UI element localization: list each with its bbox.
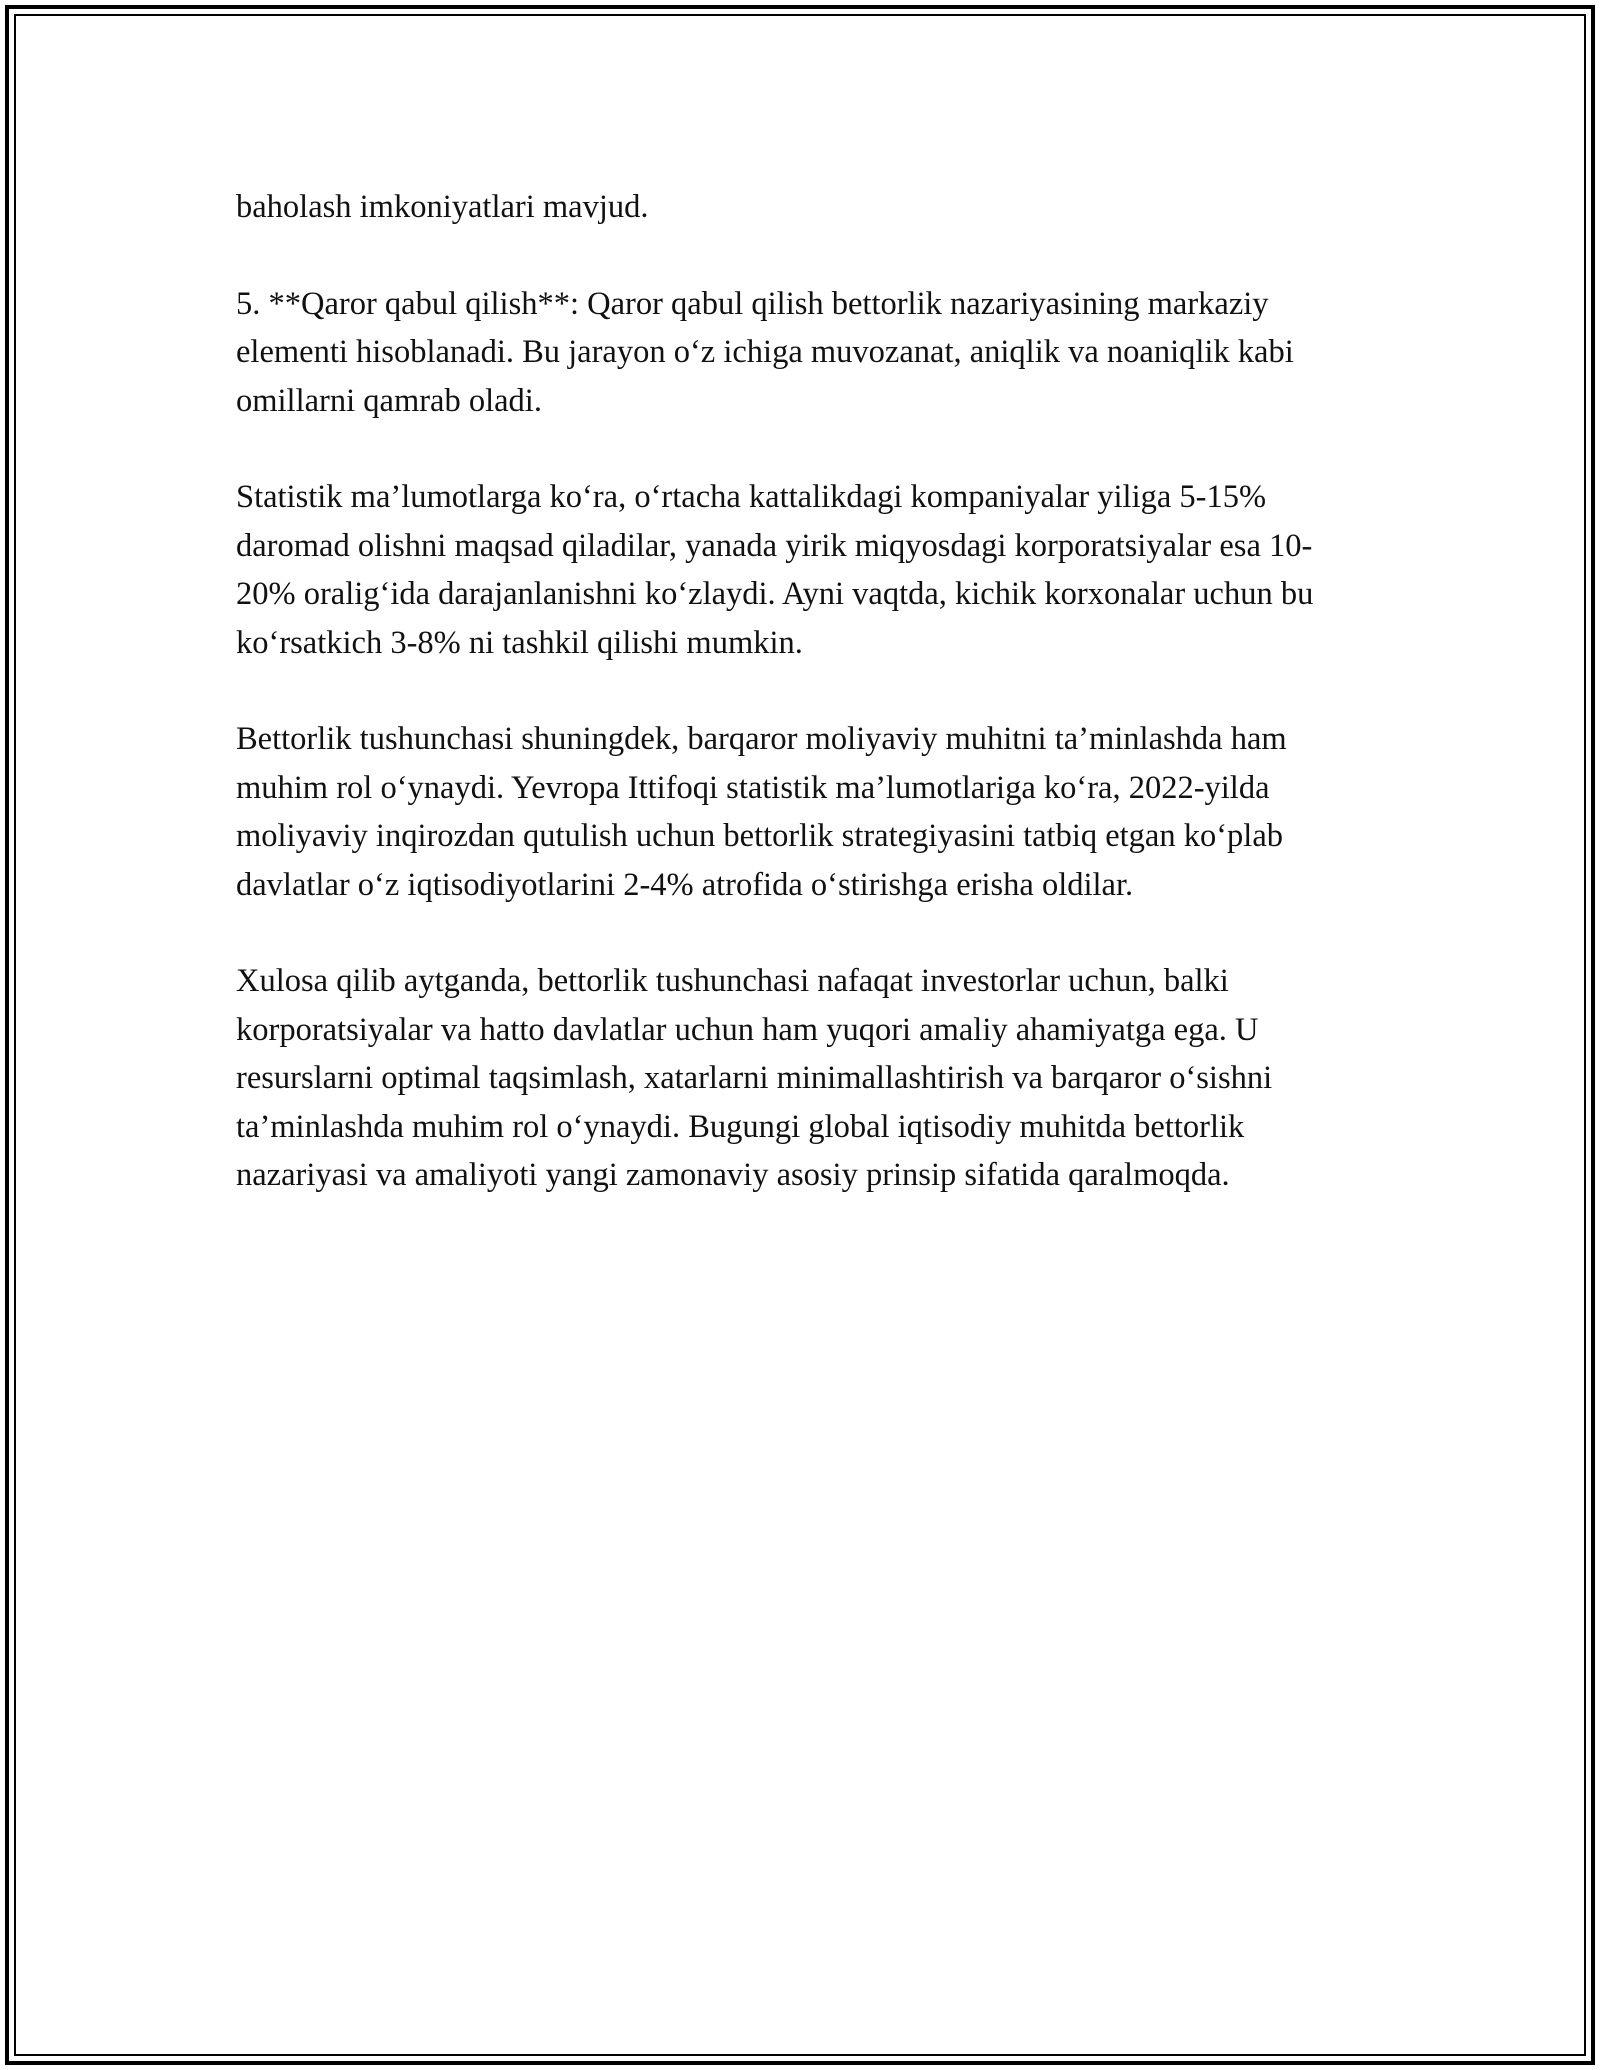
document-body: [236, 183, 1366, 1248]
paragraph-3: Statistik ma’lumotlarga ko‘ra, o‘rtacha kattalikdagi kompaniyalar yiliga 5-15% daromad olishni maqsad qiladilar, yanada yirik miqyosdagi korporatsiyalar esa 10-20% oralig‘ida darajanlanishni ko‘zlaydi. Ayni vaqtda, kichik korxonalar uchun bu ko‘rsatkich 3-8% ni tashkil qilishi mumkin.: [236, 479, 1314, 661]
paragraph-4: Bettorlik tushunchasi shuningdek, barqaror moliyaviy muhitni ta’minlashda ham muhim rol o‘ynaydi. Yevropa Ittifoqi statistik ma’lumotlariga ko‘ra, 2022-yilda moliyaviy inqirozdan qutulish uchun bettorlik strategiyasini tatbiq etgan ko‘plab davlatlar o‘z iqtisodiyotlarini 2-4% atrofida o‘stirishga erisha oldilar.: [236, 721, 1287, 903]
paragraph-5: Xulosa qilib aytganda, bettorlik tushunchasi nafaqat investorlar uchun, balki korporatsiyalar va hatto davlatlar uchun ham yuqori amaliy ahamiyatga ega. U resurslarni optimal taqsimlash, xatarlarni minimallashtirish va barqaror o‘sishni ta’minlashda muhim rol o‘ynaydi. Bugungi global iqtisodiy muhitda bettorlik nazariyasi va amaliyoti yangi zamonaviy asosiy prinsip sifatida qaralmoqda.: [236, 963, 1273, 1194]
paragraph-2: 5. **Qaror qabul qilish**: Qaror qabul qilish bettorlik nazariyasining markaziy elementi hisoblanadi. Bu jarayon o‘z ichiga muvozanat, aniqlik va noaniqlik kabi omillarni qamrab oladi.: [236, 285, 1294, 419]
paragraph-1: baholash imkoniyatlari mavjud.: [236, 189, 649, 225]
